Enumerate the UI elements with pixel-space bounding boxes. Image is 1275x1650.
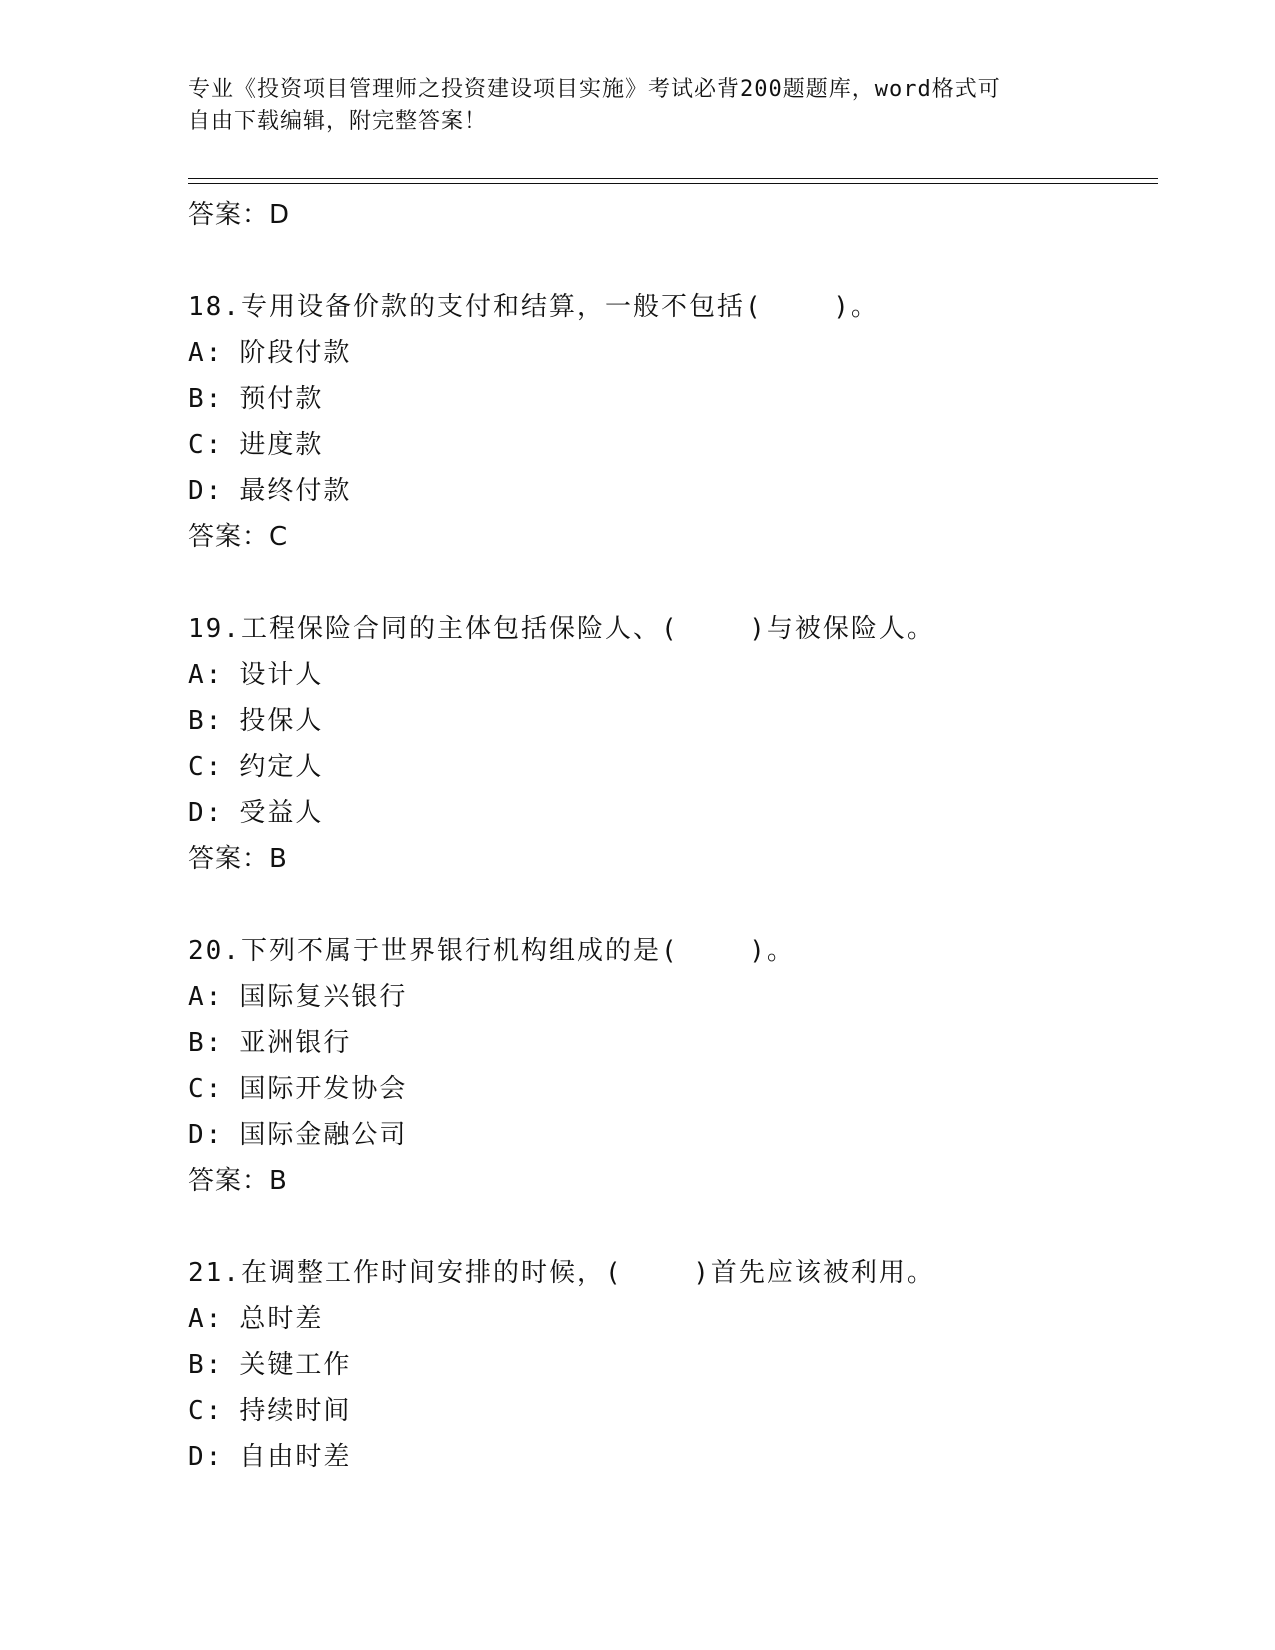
- option-text: 约定人: [239, 752, 324, 782]
- question-stem: 20.下列不属于世界银行机构组成的是( )。: [188, 936, 795, 966]
- option-text: 受益人: [239, 798, 324, 828]
- option-text: 最终付款: [239, 476, 352, 506]
- option-a: [188, 974, 1158, 1020]
- option-d: [188, 1112, 1158, 1158]
- option-c: [188, 422, 1158, 468]
- option-key: B:: [188, 1350, 224, 1380]
- option-text: 预付款: [239, 384, 324, 414]
- option-b: [188, 1020, 1158, 1066]
- previous-answer: 答案：D: [188, 200, 291, 230]
- option-key: C:: [188, 1074, 224, 1104]
- header-rule-bottom: [188, 183, 1158, 184]
- option-a: [188, 1296, 1158, 1342]
- option-text: 国际开发协会: [239, 1074, 408, 1104]
- option-text: 进度款: [239, 430, 324, 460]
- document-header: [188, 74, 1068, 138]
- answer-line: 答案：C: [188, 522, 289, 552]
- option-text: 国际金融公司: [239, 1120, 408, 1150]
- option-b: [188, 1342, 1158, 1388]
- option-a: [188, 330, 1158, 376]
- option-key: A:: [188, 338, 224, 368]
- option-a: [188, 652, 1158, 698]
- question-stem: 19.工程保险合同的主体包括保险人、( )与被保险人。: [188, 614, 935, 644]
- question-21: [188, 1250, 1158, 1480]
- option-d: [188, 468, 1158, 514]
- option-key: D:: [188, 1442, 224, 1472]
- option-text: 自由时差: [239, 1442, 352, 1472]
- option-key: D:: [188, 476, 224, 506]
- question-stem: 21.在调整工作时间安排的时候，( )首先应该被利用。: [188, 1258, 935, 1288]
- question-19: [188, 606, 1158, 882]
- option-d: [188, 790, 1158, 836]
- option-c: [188, 744, 1158, 790]
- option-key: D:: [188, 798, 224, 828]
- option-key: B:: [188, 706, 224, 736]
- option-text: 国际复兴银行: [239, 982, 408, 1012]
- option-text: 总时差: [239, 1304, 324, 1334]
- option-text: 设计人: [239, 660, 324, 690]
- option-key: B:: [188, 384, 224, 414]
- header-rule-top: [188, 178, 1158, 179]
- header-line-1: 专业《投资项目管理师之投资建设项目实施》考试必背200题题库，word格式可: [188, 77, 1001, 102]
- option-key: D:: [188, 1120, 224, 1150]
- option-c: [188, 1388, 1158, 1434]
- option-key: A:: [188, 982, 224, 1012]
- question-stem: 18.专用设备价款的支付和结算，一般不包括( )。: [188, 292, 879, 322]
- option-b: [188, 376, 1158, 422]
- option-text: 持续时间: [239, 1396, 352, 1426]
- option-d: [188, 1434, 1158, 1480]
- option-text: 关键工作: [239, 1350, 352, 1380]
- option-text: 亚洲银行: [239, 1028, 352, 1058]
- option-key: B:: [188, 1028, 224, 1058]
- header-line-2: 自由下载编辑，附完整答案！: [188, 109, 488, 134]
- option-text: 阶段付款: [239, 338, 352, 368]
- option-key: A:: [188, 1304, 224, 1334]
- option-key: C:: [188, 430, 224, 460]
- answer-line: 答案：B: [188, 844, 288, 874]
- option-text: 投保人: [239, 706, 324, 736]
- option-b: [188, 698, 1158, 744]
- question-20: [188, 928, 1158, 1204]
- question-list: [188, 192, 1158, 1480]
- question-18: [188, 284, 1158, 560]
- option-key: C:: [188, 1396, 224, 1426]
- option-key: A:: [188, 660, 224, 690]
- option-c: [188, 1066, 1158, 1112]
- option-key: C:: [188, 752, 224, 782]
- answer-line: 答案：B: [188, 1166, 288, 1196]
